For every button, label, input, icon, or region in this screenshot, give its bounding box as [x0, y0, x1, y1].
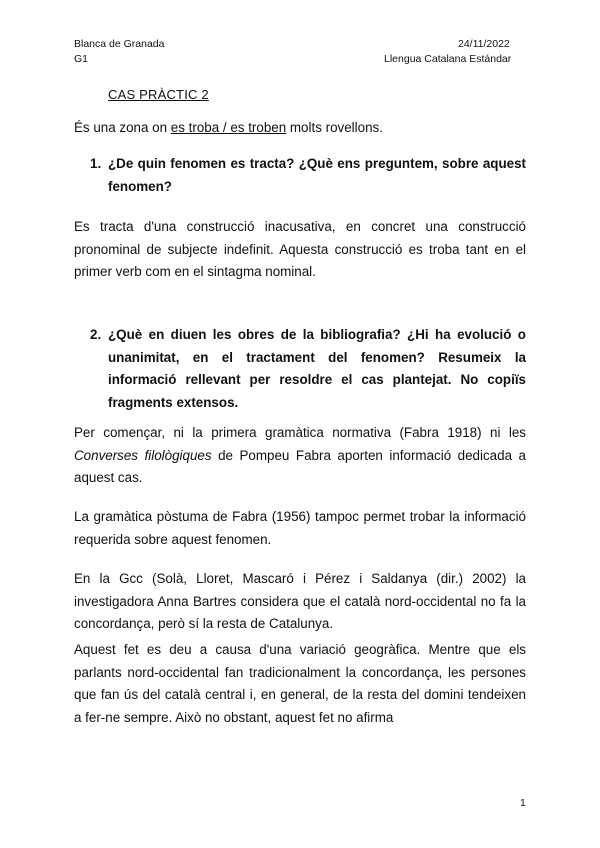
- question-2-number: 2.: [90, 327, 102, 342]
- page-number: 1: [520, 797, 526, 809]
- para1-after: de Pompeu Fabra aporten informació dedicada a aquest cas.: [74, 447, 526, 486]
- sentence-after: molts rovellons.: [286, 120, 383, 135]
- answer-1: Es tracta d'una construcció inacusativa, en concret una construcció pronominal de subjecte indefinit. Aquesta construcció es troba tant en el primer verb com en el sintagma nominal.: [74, 219, 526, 280]
- document-title: CAS PRÀCTIC 2: [108, 87, 209, 102]
- question-1: [90, 153, 526, 198]
- question-1-number: 1.: [90, 156, 102, 171]
- header-date: 24/11/2022: [458, 38, 510, 50]
- paragraph-4: Aquest fet es deu a causa d'una variació geogràfica. Mentre que els parlants nord-occidental fan tradicionalment la concordança, les persones que fan ús del català central i, en general, de la resta del domini tendeixen a fer-ne sempre. Això no obstant, aquest fet no afirma: [74, 642, 526, 725]
- paragraph-2: La gramàtica pòstuma de Fabra (1956) tampoc permet trobar la informació requerida sobre aquest fenomen.: [74, 509, 526, 547]
- para1-italic: Converses filològiques: [74, 447, 212, 463]
- paragraph-3: En la Gcc (Solà, Lloret, Mascaró i Pérez i Saldanya (dir.) 2002) la investigadora Anna Bartres considera que el català nord-occidental no fa la concordança, però sí la resta de Catalunya.: [74, 571, 526, 632]
- question-1-text: ¿De quin fenomen es tracta? ¿Què ens preguntem, sobre aquest fenomen?: [108, 156, 526, 194]
- header-author: Blanca de Granada: [74, 38, 165, 50]
- question-2-text: ¿Què en diuen les obres de la bibliografia? ¿Hi ha evolució o unanimitat, en el tractament del fenomen? Resumeix la informació rellevant per resoldre el cas plantejat. No copiïs fragments extensos.: [108, 327, 526, 410]
- sentence-before: És una zona on: [74, 120, 171, 135]
- paragraph-1: [74, 422, 526, 490]
- para1-before: Per començar, ni la primera gramàtica normativa (Fabra 1918) ni les: [74, 425, 526, 440]
- sentence-underlined: es troba / es troben: [170, 120, 287, 135]
- case-sentence: [74, 118, 383, 138]
- header-course: Llengua Catalana Estándar: [384, 53, 512, 65]
- question-2: [90, 324, 526, 414]
- header-group: G1: [74, 53, 89, 65]
